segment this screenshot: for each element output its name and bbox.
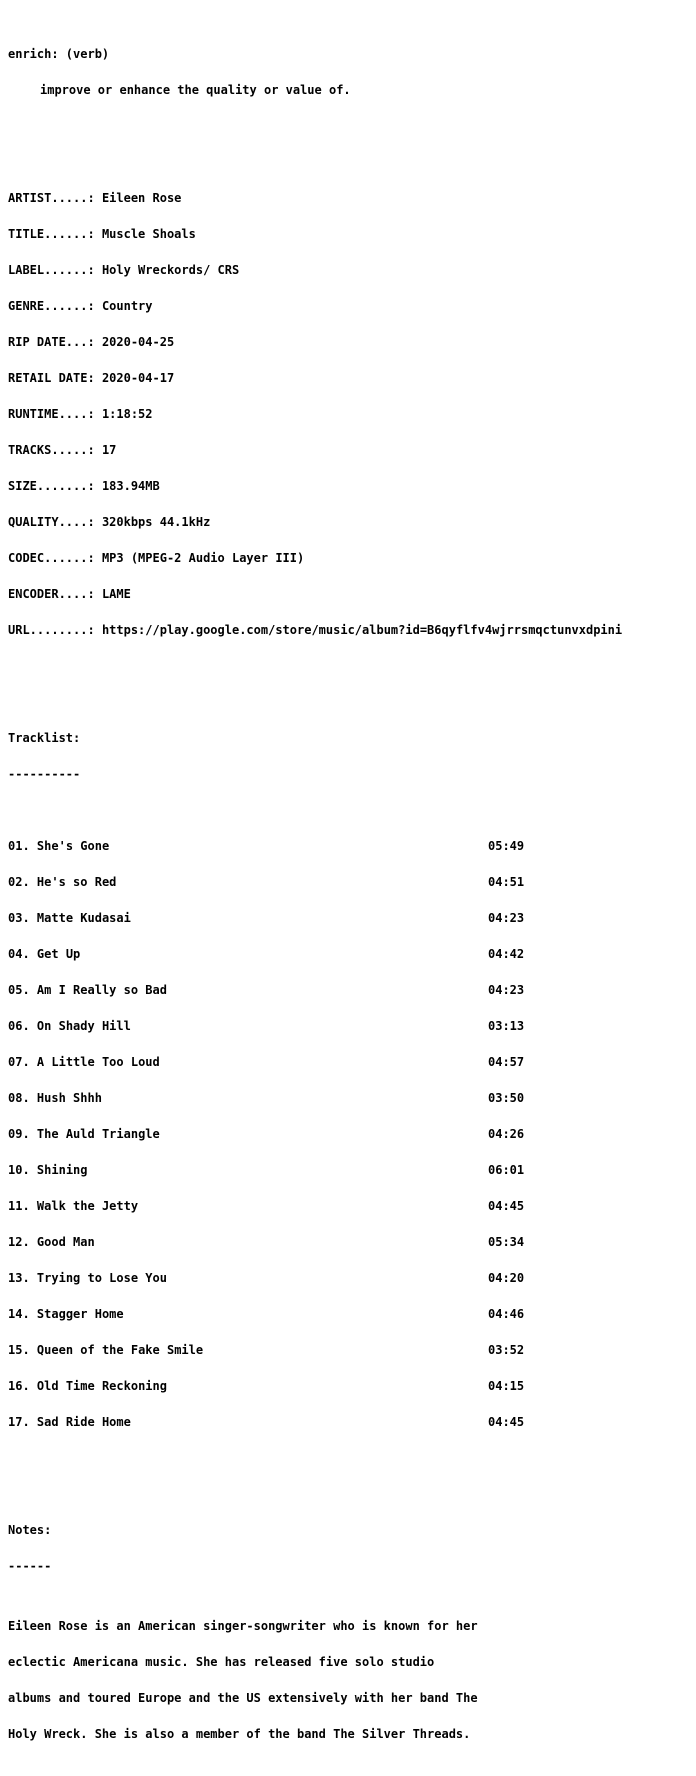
notes-body xyxy=(8,1596,692,1764)
notes-line: albums and toured Europe and the US extensively with her band The xyxy=(8,1691,478,1705)
track-row xyxy=(8,1200,538,1212)
info-key: RETAIL DATE: xyxy=(8,371,95,385)
track-name xyxy=(8,876,116,888)
track-row xyxy=(8,1344,538,1356)
track-number: 16. xyxy=(8,1379,30,1393)
info-genre xyxy=(8,300,692,312)
track-number: 11. xyxy=(8,1199,30,1213)
track-row xyxy=(8,1164,538,1176)
track-duration: 05:34 xyxy=(488,1235,525,1249)
info-key: QUALITY....: xyxy=(8,515,95,529)
notes-line: eclectic Americana music. She has released five solo studio xyxy=(8,1655,435,1669)
track-number: 12. xyxy=(8,1235,30,1249)
track-number: 17. xyxy=(8,1415,30,1429)
track-duration: 05:49 xyxy=(488,839,525,853)
info-value: 183.94MB xyxy=(101,479,160,493)
notes-underline: ------ xyxy=(8,1559,52,1573)
track-name xyxy=(8,1128,160,1140)
info-value: 1:18:52 xyxy=(101,407,153,421)
track-duration: 03:13 xyxy=(488,1019,525,1033)
info-rip-date xyxy=(8,336,692,348)
track-number: 09. xyxy=(8,1127,30,1141)
info-codec xyxy=(8,552,692,564)
track-title: Stagger Home xyxy=(36,1307,124,1321)
track-number: 13. xyxy=(8,1271,30,1285)
info-value: 2020-04-25 xyxy=(101,335,175,349)
track-number: 01. xyxy=(8,839,30,853)
info-value: Muscle Shoals xyxy=(101,227,196,241)
spacer xyxy=(8,696,692,708)
track-title: Am I Really so Bad xyxy=(36,983,167,997)
track-duration: 04:42 xyxy=(488,947,525,961)
track-duration: 03:50 xyxy=(488,1091,525,1105)
track-row xyxy=(8,984,538,996)
track-name xyxy=(8,1164,88,1176)
track-duration: 03:52 xyxy=(488,1343,525,1357)
info-key: SIZE.......: xyxy=(8,479,95,493)
track-title: Queen of the Fake Smile xyxy=(36,1343,204,1357)
info-key: RUNTIME....: xyxy=(8,407,95,421)
notes-line: Eileen Rose is an American singer-songwriter who is known for her xyxy=(8,1619,478,1633)
info-retail-date xyxy=(8,372,692,384)
track-name xyxy=(8,1344,203,1356)
track-name xyxy=(8,1236,95,1248)
track-name xyxy=(8,1056,160,1068)
track-name xyxy=(8,1380,167,1392)
info-artist xyxy=(8,192,692,204)
track-name xyxy=(8,1200,138,1212)
track-title: Matte Kudasai xyxy=(36,911,131,925)
info-key: TRACKS.....: xyxy=(8,443,95,457)
info-encoder xyxy=(8,588,692,600)
tracklist xyxy=(8,816,692,1452)
info-size xyxy=(8,480,692,492)
track-row xyxy=(8,1272,538,1284)
track-title: Sad Ride Home xyxy=(36,1415,131,1429)
info-tracks xyxy=(8,444,692,456)
track-duration: 04:23 xyxy=(488,911,525,925)
track-name xyxy=(8,1308,124,1320)
track-title: Old Time Reckoning xyxy=(36,1379,167,1393)
info-title xyxy=(8,228,692,240)
track-duration: 04:45 xyxy=(488,1199,525,1213)
track-name xyxy=(8,1416,131,1428)
spacer xyxy=(8,1488,692,1500)
track-name xyxy=(8,1092,102,1104)
track-duration: 04:46 xyxy=(488,1307,525,1321)
track-row xyxy=(8,1020,538,1032)
track-title: He's so Red xyxy=(36,875,117,889)
track-number: 10. xyxy=(8,1163,30,1177)
track-title: Hush Shhh xyxy=(36,1091,102,1105)
info-block xyxy=(8,168,692,660)
info-value: Holy Wreckords/ CRS xyxy=(101,263,240,277)
track-row xyxy=(8,948,538,960)
track-row xyxy=(8,876,538,888)
track-number: 07. xyxy=(8,1055,30,1069)
info-key: ARTIST.....: xyxy=(8,191,95,205)
track-number: 06. xyxy=(8,1019,30,1033)
track-row xyxy=(8,1092,538,1104)
info-value: 320kbps 44.1kHz xyxy=(101,515,211,529)
track-name xyxy=(8,1020,131,1032)
track-name xyxy=(8,984,167,996)
definition-meaning: improve or enhance the quality or value of. xyxy=(40,83,351,97)
track-duration: 04:51 xyxy=(488,875,525,889)
track-number: 15. xyxy=(8,1343,30,1357)
track-name xyxy=(8,1272,167,1284)
notes-line: Holy Wreck. She is also a member of the band The Silver Threads. xyxy=(8,1727,471,1741)
track-number: 02. xyxy=(8,875,30,889)
track-number: 05. xyxy=(8,983,30,997)
track-row xyxy=(8,1056,538,1068)
tracklist-heading: Tracklist: xyxy=(8,731,81,745)
track-title: On Shady Hill xyxy=(36,1019,131,1033)
track-row xyxy=(8,1128,538,1140)
info-key: RIP DATE...: xyxy=(8,335,95,349)
info-value: 2020-04-17 xyxy=(101,371,175,385)
track-number: 03. xyxy=(8,911,30,925)
track-title: Get Up xyxy=(36,947,81,961)
info-value: 17 xyxy=(101,443,117,457)
track-number: 08. xyxy=(8,1091,30,1105)
info-key: CODEC......: xyxy=(8,551,95,565)
info-value: Country xyxy=(101,299,153,313)
track-row xyxy=(8,840,538,852)
notes-heading: Notes: xyxy=(8,1523,52,1537)
spacer xyxy=(8,120,692,132)
info-value: LAME xyxy=(101,587,131,601)
track-row xyxy=(8,1236,538,1248)
info-label xyxy=(8,264,692,276)
track-duration: 06:01 xyxy=(488,1163,525,1177)
track-name xyxy=(8,840,109,852)
track-title: A Little Too Loud xyxy=(36,1055,160,1069)
track-duration: 04:15 xyxy=(488,1379,525,1393)
track-title: Good Man xyxy=(36,1235,95,1249)
info-runtime xyxy=(8,408,692,420)
track-name xyxy=(8,912,131,924)
info-key: LABEL......: xyxy=(8,263,95,277)
info-value: Eileen Rose xyxy=(101,191,182,205)
track-duration: 04:45 xyxy=(488,1415,525,1429)
track-duration: 04:57 xyxy=(488,1055,525,1069)
track-title: The Auld Triangle xyxy=(36,1127,160,1141)
nfo-document xyxy=(8,24,692,1776)
track-title: Trying to Lose You xyxy=(36,1271,167,1285)
info-key: URL........: xyxy=(8,623,95,637)
track-number: 04. xyxy=(8,947,30,961)
info-url xyxy=(8,624,692,636)
track-duration: 04:23 xyxy=(488,983,525,997)
track-number: 14. xyxy=(8,1307,30,1321)
definition-term: enrich: (verb) xyxy=(8,47,110,61)
info-url-value: https://play.google.com/store/music/album?id=B6qyflfv4wjrrsmqctunvxdpini xyxy=(101,623,623,637)
track-name xyxy=(8,948,80,960)
track-row xyxy=(8,1308,538,1320)
track-title: Walk the Jetty xyxy=(36,1199,139,1213)
track-row xyxy=(8,912,538,924)
info-quality xyxy=(8,516,692,528)
track-duration: 04:20 xyxy=(488,1271,525,1285)
track-row xyxy=(8,1380,538,1392)
info-key: GENRE......: xyxy=(8,299,95,313)
track-row xyxy=(8,1416,538,1428)
track-duration: 04:26 xyxy=(488,1127,525,1141)
info-value: MP3 (MPEG-2 Audio Layer III) xyxy=(101,551,305,565)
info-key: ENCODER....: xyxy=(8,587,95,601)
track-title: Shining xyxy=(36,1163,88,1177)
track-title: She's Gone xyxy=(36,839,110,853)
info-key: TITLE......: xyxy=(8,227,95,241)
tracklist-underline: ---------- xyxy=(8,767,81,781)
